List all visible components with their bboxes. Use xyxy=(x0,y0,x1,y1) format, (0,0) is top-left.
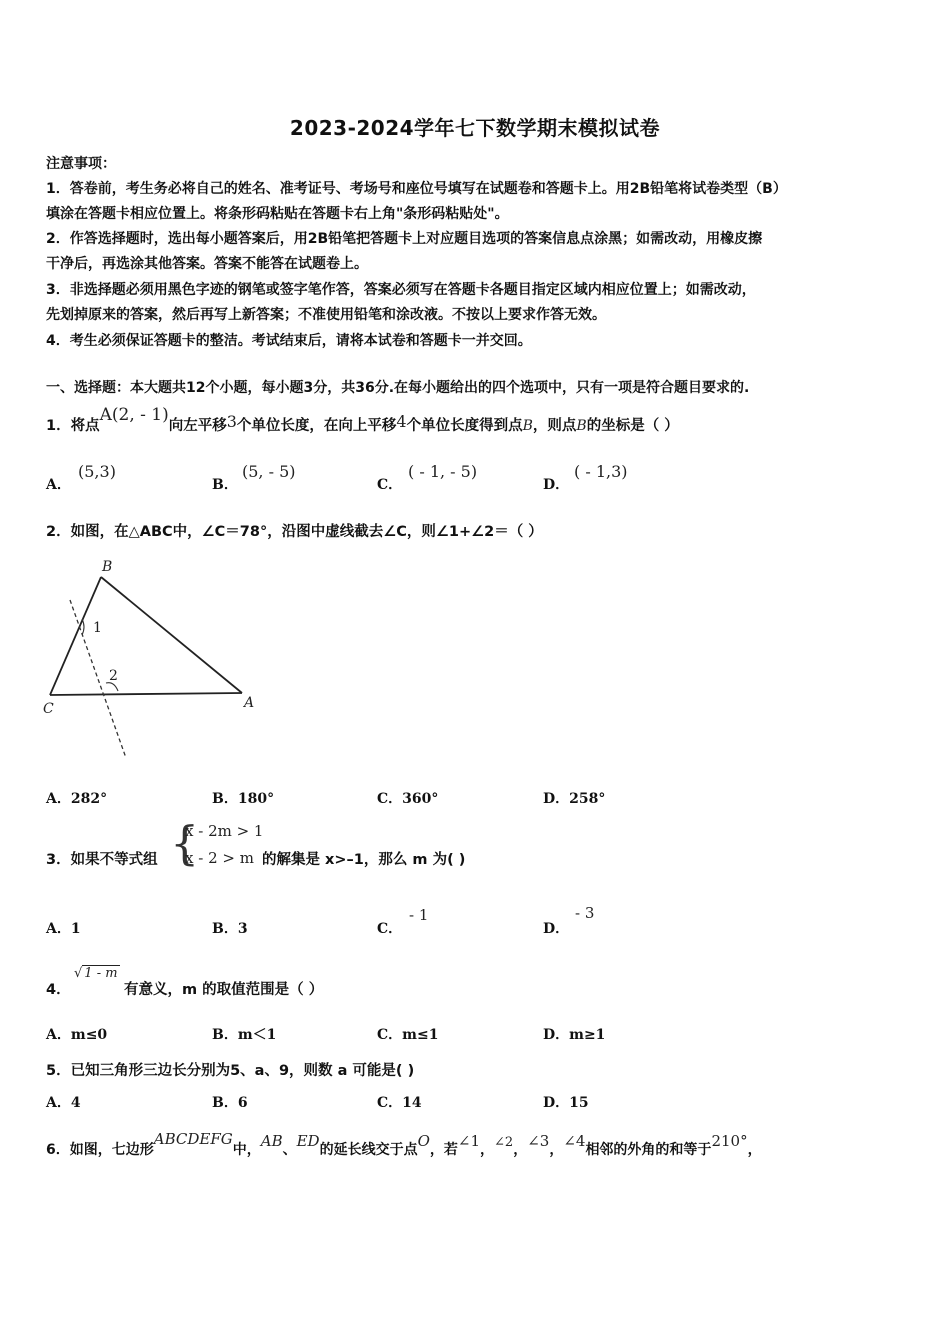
q2-option-a[interactable]: A．282° xyxy=(46,791,108,807)
q4-option-c[interactable]: C．m≤1 xyxy=(377,1027,439,1043)
q2-option-c[interactable]: C．360° xyxy=(377,791,439,807)
q1-option-b[interactable]: B． xyxy=(212,477,238,493)
inequality-1: x - 2m > 1 xyxy=(185,822,264,840)
q1-option-c[interactable]: C． xyxy=(377,477,403,493)
question-3-suffix: 的解集是 x>–1，那么 m 为( ) xyxy=(262,852,466,868)
q1-option-a[interactable]: A． xyxy=(46,477,71,493)
question-6-stem: 6．如图，七边形ABCDEFG中，AB、ED的延长线交于点O，若∠1，∠2，∠3，∠4相邻的外角的和等于210°， xyxy=(46,1130,762,1158)
q4-option-a[interactable]: A．m≤0 xyxy=(46,1027,108,1043)
inequality-2: x - 2 > m xyxy=(185,849,254,867)
notice-heading: 注意事项： xyxy=(46,156,116,172)
q5-option-d[interactable]: D．15 xyxy=(543,1095,589,1111)
section-heading: 一、选择题：本大题共12个小题，每小题3分，共36分.在每小题给出的四个选项中，只有一项是符合题目要求的. xyxy=(46,380,750,396)
side-cb xyxy=(50,577,101,695)
q1-option-d-value: ( - 1,3) xyxy=(574,462,628,481)
sqrt-icon: √ xyxy=(74,966,83,981)
q1-option-b-value: (5, - 5) xyxy=(242,462,296,481)
sqrt-expression: √ 1 - m xyxy=(74,966,118,981)
q3-option-d-value: - 3 xyxy=(575,904,595,922)
q2-option-b[interactable]: B．180° xyxy=(212,791,275,807)
question-1-stem: 1．将点A(2, - 1)向左平移3个单位长度，在向上平移4个单位长度得到点B，则点B的坐标是（ ） xyxy=(46,405,679,434)
notice-line: 2．作答选择题时，选出每小题答案后，用2B铅笔把答题卡上对应题目选项的答案信息点涂黑；如需改动，用橡皮擦 xyxy=(46,231,763,247)
page-title: 2023-2024学年七下数学期末模拟试卷 xyxy=(289,116,661,140)
q3-option-c[interactable]: C． xyxy=(377,921,403,937)
notice-line: 先划掉原来的答案，然后再写上新答案；不准使用铅笔和涂改液。不按以上要求作答无效。 xyxy=(46,307,606,323)
question-3-prefix: 3．如果不等式组 xyxy=(46,852,158,868)
question-4-prefix: 4． xyxy=(46,982,71,998)
q3-option-b[interactable]: B．3 xyxy=(212,921,248,937)
angle-2-label: 2 xyxy=(109,668,118,684)
q4-option-b[interactable]: B．m＜1 xyxy=(212,1027,277,1043)
brace-icon: { xyxy=(170,816,200,870)
q5-option-c[interactable]: C．14 xyxy=(377,1095,422,1111)
question-5-stem: 5．已知三角形三边长分别为5、a、9，则数 a 可能是( ) xyxy=(46,1063,415,1079)
question-2-stem: 2．如图，在△ABC中，∠C＝78°，沿图中虚线截去∠C，则∠1+∠2＝（ ） xyxy=(46,524,543,540)
vertex-a-label: A xyxy=(244,695,255,711)
q1-option-d[interactable]: D． xyxy=(543,477,570,493)
side-ba xyxy=(101,577,242,693)
q5-option-b[interactable]: B．6 xyxy=(212,1095,248,1111)
vertex-c-label: C xyxy=(43,701,54,717)
q4-option-d[interactable]: D．m≥1 xyxy=(543,1027,606,1043)
question-4-suffix: 有意义，m 的取值范围是（ ） xyxy=(124,982,324,998)
q3-option-d[interactable]: D． xyxy=(543,921,570,937)
angle-1-label: 1 xyxy=(93,620,102,636)
point-a-coords: A(2, - 1) xyxy=(99,405,169,425)
notice-line: 1．答卷前，考生务必将自己的姓名、准考证号、考场号和座位号填写在试题卷和答题卡上。用2B铅笔将试卷类型（B） xyxy=(46,181,787,197)
q3-option-a[interactable]: A．1 xyxy=(46,921,81,937)
notice-line: 3．非选择题必须用黑色字迹的钢笔或签字笔作答，答案必须写在答题卡各题目指定区域内相应位置上；如需改动， xyxy=(46,282,756,298)
q3-option-c-value: - 1 xyxy=(409,906,429,924)
side-ca xyxy=(50,693,242,695)
notice-line: 填涂在答题卡相应位置上。将条形码粘贴在答题卡右上角"条形码粘贴处"。 xyxy=(46,206,509,222)
vertex-b-label: B xyxy=(102,559,113,575)
q2-option-d[interactable]: D．258° xyxy=(543,791,606,807)
triangle-figure xyxy=(40,555,270,765)
q1-option-a-value: (5,3) xyxy=(78,462,116,481)
q1-option-c-value: ( - 1, - 5) xyxy=(408,462,478,481)
notice-line: 干净后，再选涂其他答案。答案不能答在试题卷上。 xyxy=(46,256,368,272)
notice-line: 4．考生必须保证答题卡的整洁。考试结束后，请将本试卷和答题卡一并交回。 xyxy=(46,333,532,349)
q5-option-a[interactable]: A．4 xyxy=(46,1095,81,1111)
